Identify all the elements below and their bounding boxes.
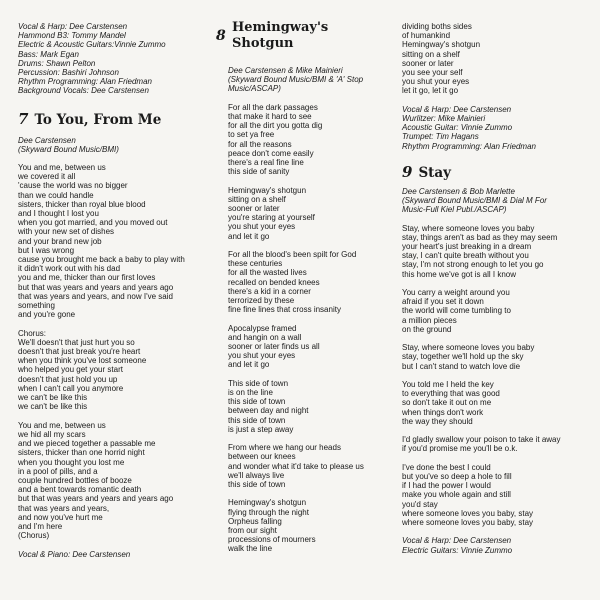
lyric-line: Apocalypse framed xyxy=(228,323,297,333)
lyric-line: we can't be like this xyxy=(18,393,88,403)
credits-block xyxy=(402,536,587,554)
lyric-line: your heart's just breaking in a dream xyxy=(402,242,532,252)
stanza xyxy=(402,22,587,96)
verse xyxy=(18,163,203,319)
writer-line: (Skyward Bound Music/BMI & 'A' Stop xyxy=(228,75,364,85)
lyric-line: You carry a weight around you xyxy=(402,288,510,298)
lyric-line: sitting on a shelf xyxy=(228,194,286,204)
lyric-line: I'd gladly swallow your poison to take it away xyxy=(402,435,561,445)
lyric-line: sooner or later finds us all xyxy=(228,342,320,352)
column-left xyxy=(18,0,203,559)
lyric-line: we'll always live xyxy=(228,470,285,480)
lyric-line: This side of town xyxy=(228,378,289,388)
credit-line: Vocal & Piano: Dee Carstensen xyxy=(18,549,131,559)
lyric-line: and I'm here xyxy=(18,521,63,531)
lyric-line: but that was years and years and years ago xyxy=(18,282,174,292)
lyric-line: but I was wrong xyxy=(18,245,75,255)
lyric-line: this side of town xyxy=(228,397,286,407)
lyric-line: you're staring at yourself xyxy=(228,213,315,223)
lyric-line: sooner or later xyxy=(402,58,454,68)
lyric-line: is just a step away xyxy=(228,424,294,434)
credit-line: Bass: Mark Egan xyxy=(18,49,79,59)
lyric-line: dividing boths sides xyxy=(402,22,472,31)
writer-credit xyxy=(18,136,203,154)
lyric-line: where someone loves you baby, stay xyxy=(402,518,534,528)
column-middle xyxy=(216,0,396,554)
lyric-line: there's a real fine line xyxy=(228,158,304,168)
writer-line: Music/ASCAP) xyxy=(228,84,281,94)
song-title xyxy=(402,163,587,181)
title-text: Hemingway's xyxy=(232,20,329,35)
lyric-line: to set ya free xyxy=(228,130,275,140)
lyric-line: and hangin on a wall xyxy=(228,332,302,342)
stanza xyxy=(228,324,396,370)
lyric-line: and now you've hurt me xyxy=(18,512,103,522)
lyric-line: it didn't work out with his dad xyxy=(18,264,121,274)
lyric-line: you see your self xyxy=(402,68,463,78)
track-number: 9 xyxy=(402,162,413,181)
lyric-line: to everything that was good xyxy=(402,389,500,399)
lyric-line: sitting on a shelf xyxy=(402,49,460,59)
lyric-line: you shut your eyes xyxy=(228,351,296,361)
credit-line: Electric & Acoustic Guitars:Vinnie Zummo xyxy=(18,40,166,50)
credit-line: Background Vocals: Dee Carstensen xyxy=(18,86,149,96)
lyric-line: but that was years and years and years ago xyxy=(18,494,174,504)
lyric-line: sisters, thicker than one horrid night xyxy=(18,448,145,458)
lyric-line: fine fine lines that cross insanity xyxy=(228,305,341,315)
writer-line: Music-Full Kiel Publ./ASCAP) xyxy=(402,205,507,215)
lyric-line: if you'd promise me you'll be o.k. xyxy=(402,444,518,454)
title-text: Stay xyxy=(418,164,452,181)
lyric-line: when things don't work xyxy=(402,407,484,417)
lyric-line: of humankind xyxy=(402,31,451,41)
lyric-line: you'd stay xyxy=(402,499,438,509)
lyric-line: with your new set of dishes xyxy=(18,227,115,237)
column-right xyxy=(402,0,587,555)
lyric-line: that make it hard to see xyxy=(228,112,312,121)
lyric-line: is on the line xyxy=(228,388,273,398)
lyric-line: and let it go xyxy=(228,231,270,241)
credit-line: Rhythm Programming: Alan Friedman xyxy=(402,141,536,151)
lyric-line: when I can't call you anymore xyxy=(18,383,124,393)
lyric-line: than we could handle xyxy=(18,190,94,200)
stanza xyxy=(402,463,587,527)
title-text: Shotgun xyxy=(232,36,294,51)
lyric-line: who helped you get your start xyxy=(18,365,123,375)
lyric-line: make you whole again and still xyxy=(402,490,511,500)
lyric-line: from our sight xyxy=(228,526,277,536)
stanza xyxy=(228,250,396,314)
lyric-line: this home we've got is all I know xyxy=(402,269,517,279)
lyric-line: and a bent towards romantic death xyxy=(18,485,142,495)
lyric-line: between day and night xyxy=(228,406,309,416)
lyric-line: and wonder what it'd take to please us xyxy=(228,461,364,471)
stanza xyxy=(402,435,587,453)
lyric-line: Hemingway's shotgun xyxy=(228,498,307,508)
lyric-line: this side of town xyxy=(228,480,286,490)
credit-line: Vocal & Harp: Dee Carstensen xyxy=(402,536,512,546)
lyric-line: we can't be like this xyxy=(18,402,88,412)
lyric-line: these centuries xyxy=(228,259,283,269)
song-title xyxy=(18,110,203,128)
credit-line: Hammond B3: Tommy Mandel xyxy=(18,31,126,41)
stanza xyxy=(402,343,587,371)
writer-credit xyxy=(402,187,587,215)
writer-line: (Skyward Bound Music/BMI) xyxy=(18,144,119,154)
lyric-line: doesn't that just break you're heart xyxy=(18,347,141,357)
lyric-line: the world will come tumbling to xyxy=(402,306,511,316)
writer-credit xyxy=(228,66,396,94)
credit-line: Trumpet: Tim Hagans xyxy=(402,132,479,142)
stanza xyxy=(402,224,587,279)
lyric-line: We'll doesn't that just hurt you so xyxy=(18,337,135,347)
lyric-line: there's a kid in a corner xyxy=(228,286,311,296)
credit-line: Wurlitzer: Mike Mainieri xyxy=(402,114,486,124)
credits-block xyxy=(18,550,203,559)
lyric-line: you shut your eyes xyxy=(228,222,296,232)
stanza xyxy=(228,498,396,553)
lyric-line: but you've so deep a hole to fill xyxy=(402,472,512,482)
lyric-line: but I can't stand to watch love die xyxy=(402,361,521,371)
lyric-line: You and me, between us xyxy=(18,163,106,173)
lyric-line: Hemingway's shotgun xyxy=(228,185,307,195)
lyric-line: we covered it all xyxy=(18,172,76,182)
track-number: 8 xyxy=(216,28,226,44)
lyric-line: stay, I'm not strong enough to let you go xyxy=(402,260,544,270)
lyric-line: between our knees xyxy=(228,452,296,462)
stanza xyxy=(228,103,396,177)
stanza xyxy=(228,186,396,241)
lyric-line: you and me, thicker than our first loves xyxy=(18,273,156,283)
credit-line: Vocal & Harp: Dee Carstensen xyxy=(18,22,128,31)
lyric-line: stay, I can't quite breath without you xyxy=(402,251,529,261)
credit-line: Rhythm Programming: Alan Friedman xyxy=(18,77,152,87)
lyric-line: when you thought you lost me xyxy=(18,457,125,467)
writer-line: Dee Carstensen xyxy=(18,135,76,145)
lyric-line: For all the blood's been spilt for God xyxy=(228,250,357,260)
lyric-line: processions of mourners xyxy=(228,535,316,545)
lyric-line: if I had the power I would xyxy=(402,481,491,491)
lyric-line: for all the dirt you gotta dig xyxy=(228,121,323,131)
song-title xyxy=(216,20,396,54)
lyric-line: and I thought I lost you xyxy=(18,209,99,219)
credit-line: Drums: Shawn Pelton xyxy=(18,58,96,68)
lyric-line: and let it go xyxy=(228,360,270,370)
lyric-line: let it go, let it go xyxy=(402,86,459,96)
lyric-line: and we pieced together a passable me xyxy=(18,439,156,449)
writer-line: (Skyward Bound Music/BMI & Dial M For xyxy=(402,196,547,206)
stanza xyxy=(228,443,396,489)
track-number: 7 xyxy=(18,109,29,128)
lyric-line: so don't take it out on me xyxy=(402,398,492,408)
lyric-line: and your brand new job xyxy=(18,236,102,246)
lyric-line: this side of sanity xyxy=(228,167,290,177)
lyric-line: that was years and years, and now I've said xyxy=(18,291,173,301)
lyric-line: for all the reasons xyxy=(228,139,292,149)
lyric-line: 'cause the world was no bigger xyxy=(18,181,128,191)
title-text: To You, From Me xyxy=(34,111,162,128)
lyric-line: terrorized by these xyxy=(228,296,295,306)
lyric-line: we hid all my scars xyxy=(18,429,86,439)
credits-block xyxy=(402,105,587,151)
lyric-line: Orpheus falling xyxy=(228,516,282,526)
lyric-line: afraid if you set it down xyxy=(402,297,484,307)
lyric-line: something xyxy=(18,301,55,311)
lyric-line: and you're gone xyxy=(18,310,76,320)
lyric-line: a million pieces xyxy=(402,315,457,325)
lyric-line: You told me I held the key xyxy=(402,380,494,390)
lyric-line: doesn't that just hold you up xyxy=(18,374,118,384)
lyric-line: For all the dark passages xyxy=(228,102,318,112)
lyric-line: for all the wasted lives xyxy=(228,268,307,278)
lyric-line: Stay, where someone loves you baby xyxy=(402,343,535,353)
stanza xyxy=(402,288,587,334)
lyric-line: walk the line xyxy=(228,544,273,554)
credit-line: Percussion: Bashiri Johnson xyxy=(18,68,119,78)
lyric-line: flying through the night xyxy=(228,507,309,517)
lyric-line: where someone loves you baby, stay xyxy=(402,508,534,518)
credit-line: Acoustic Guitar: Vinnie Zummo xyxy=(402,123,513,133)
credit-line: Electric Guitars: Vinnie Zummo xyxy=(402,545,513,555)
lyric-line: the way they should xyxy=(402,416,473,426)
lyric-line: You and me, between us xyxy=(18,420,106,430)
lyric-line: on the ground xyxy=(402,324,452,334)
lyric-line: Chorus: xyxy=(18,328,47,338)
lyric-line: sooner or later xyxy=(228,204,280,214)
lyric-line: (Chorus) xyxy=(18,531,50,541)
lyric-line: when you think you've lost someone xyxy=(18,356,147,366)
credits-block xyxy=(18,22,203,96)
lyric-line: stay, things aren't as bad as they may seem xyxy=(402,232,558,242)
stanza xyxy=(402,380,587,426)
lyric-line: Hemingway's shotgun xyxy=(402,40,481,50)
lyric-line: that was years and years, xyxy=(18,503,110,513)
credit-line: Vocal & Harp: Dee Carstensen xyxy=(402,104,512,114)
lyric-line: I've done the best I could xyxy=(402,462,491,472)
lyric-line: when you got married, and you moved out xyxy=(18,218,168,228)
lyric-line: couple hundred bottles of booze xyxy=(18,475,132,485)
writer-line: Dee Carstensen & Mike Mainieri xyxy=(228,66,343,75)
lyric-line: in a pool of pills, and a xyxy=(18,466,98,476)
stanza xyxy=(228,379,396,434)
lyric-line: stay, together we'll hold up the sky xyxy=(402,352,524,362)
lyric-line: you shut your eyes xyxy=(402,77,470,87)
lyric-line: From where we hang our heads xyxy=(228,443,341,453)
lyric-line: peace don't come easily xyxy=(228,148,314,158)
chorus xyxy=(18,329,203,412)
lyric-line: cause you brought me back a baby to play with xyxy=(18,255,185,265)
writer-line: Dee Carstensen & Bob Marlette xyxy=(402,186,515,196)
lyric-line: this side of town xyxy=(228,415,286,425)
lyric-line: sisters, thicker than royal blue blood xyxy=(18,199,146,209)
lyric-line: Stay, where someone loves you baby xyxy=(402,223,535,233)
lyric-line: recalled on bended knees xyxy=(228,277,320,287)
verse xyxy=(18,421,203,541)
